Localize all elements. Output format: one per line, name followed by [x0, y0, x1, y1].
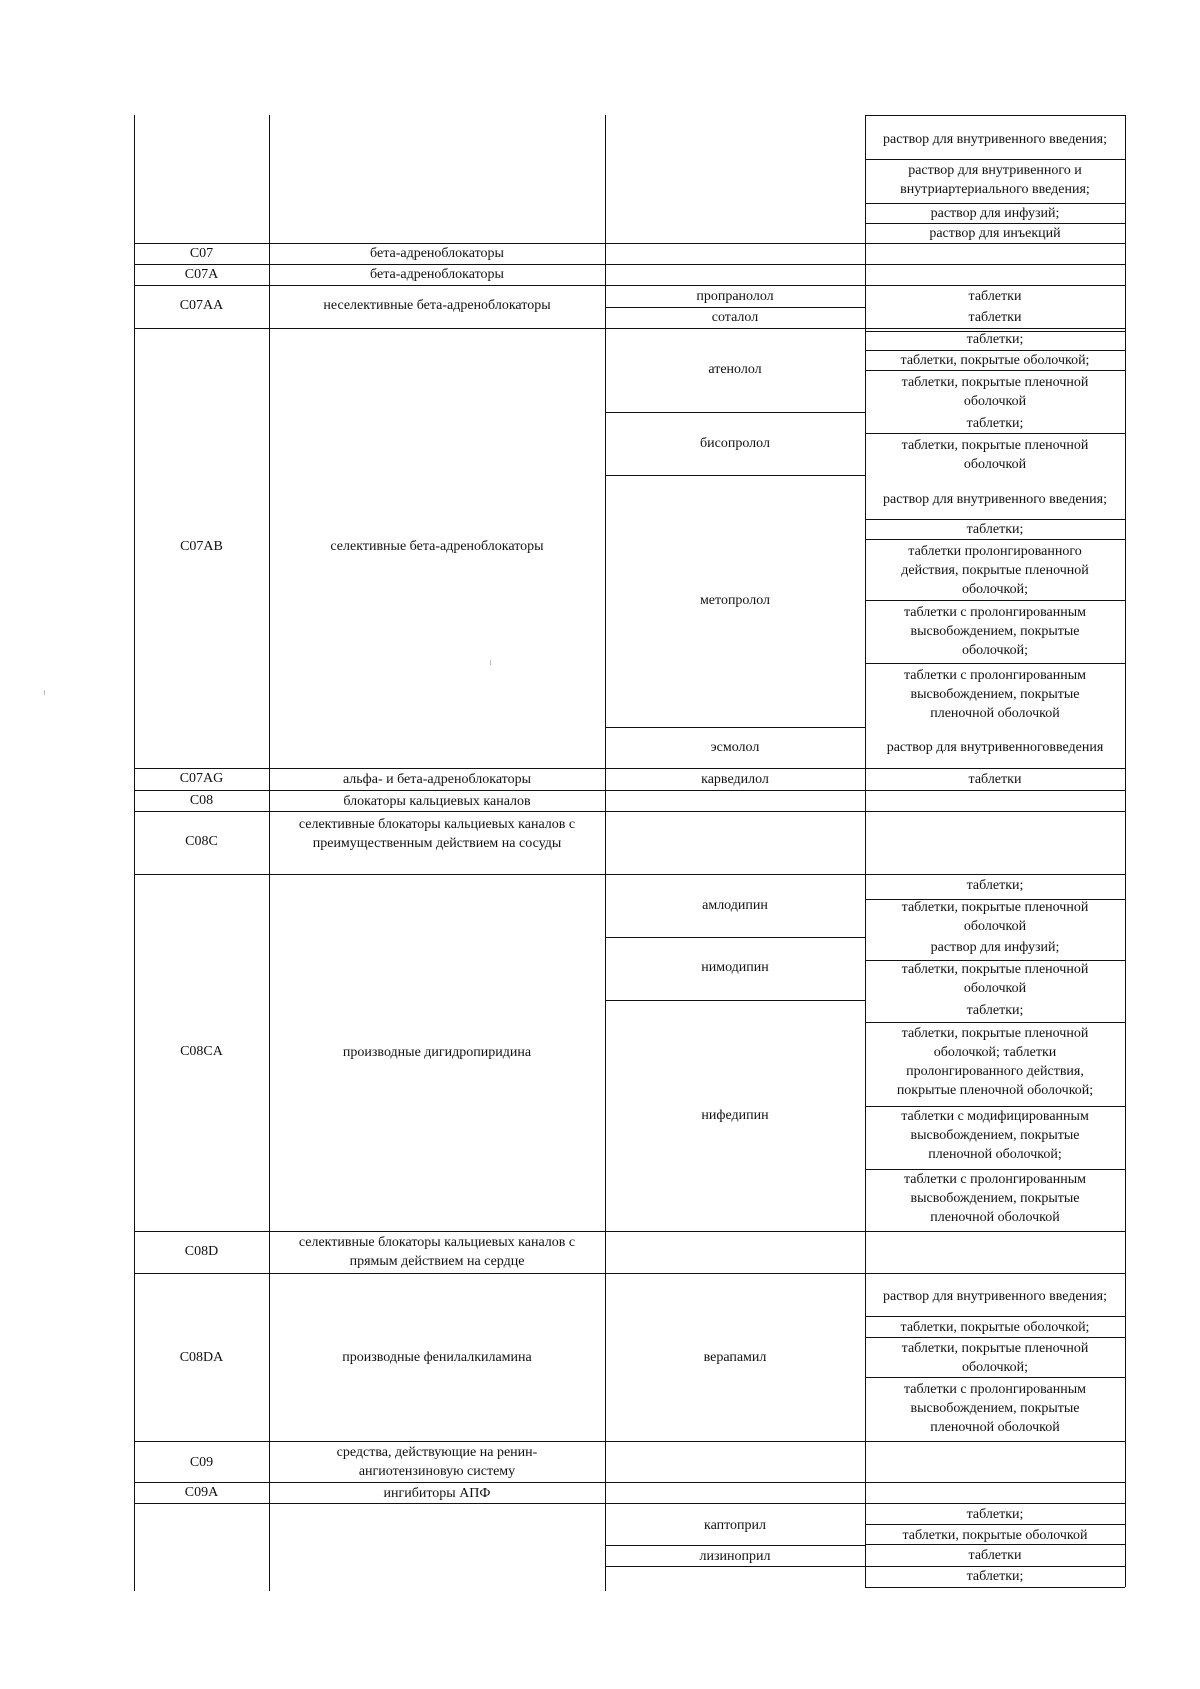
- form-rule: [865, 1524, 1125, 1525]
- drug-name: нимодипин: [701, 960, 769, 975]
- row-rule: [134, 811, 1125, 812]
- row-rule: [134, 1482, 1125, 1483]
- form-cell: таблетки;: [966, 1569, 1024, 1584]
- group-name: ингибиторы АПФ: [383, 1486, 491, 1501]
- drug-rule: [605, 475, 865, 476]
- group-name: средства, действующие на ренин-ангиотензиновую систему: [336, 1445, 538, 1479]
- atc-code: C08C: [185, 834, 218, 849]
- group-name: селективные бета-адреноблокаторы: [330, 539, 544, 554]
- row-rule: [134, 768, 1125, 769]
- drug-name: карведилол: [701, 772, 769, 787]
- group-name: производные фенилалкиламина: [342, 1350, 532, 1365]
- atc-code: C07AA: [179, 298, 224, 313]
- form-cell: таблетки;: [966, 878, 1024, 893]
- column-rule: [605, 115, 606, 1591]
- drug-rule: [605, 412, 865, 413]
- drug-name: соталол: [711, 310, 759, 325]
- group-name: блокаторы кальциевых каналов: [343, 794, 531, 809]
- atc-code: C08D: [184, 1244, 219, 1259]
- form-rule: [865, 433, 1125, 434]
- group-name: неселективные бета-адреноблокаторы: [323, 298, 551, 313]
- drug-name: бисопролол: [700, 436, 770, 451]
- form-cell: раствор для инъекций: [929, 226, 1061, 241]
- group-name: бета-адреноблокаторы: [370, 267, 504, 282]
- group-name: производные дигидропиридина: [342, 1045, 532, 1060]
- row-rule: [134, 1503, 1125, 1504]
- form-cell: таблетки пролонгированного действия, покрытые пленочной оболочкой;: [901, 544, 1089, 597]
- form-cell: таблетки, покрытые оболочкой: [902, 1528, 1088, 1543]
- form-rule: [865, 1022, 1125, 1023]
- drug-name: пропранолол: [696, 289, 774, 304]
- form-rule: [865, 1587, 1125, 1588]
- row-rule: [134, 874, 1125, 875]
- form-cell: таблетки;: [966, 1003, 1024, 1018]
- form-cell: таблетки, покрытые пленочной оболочкой;: [901, 1341, 1089, 1375]
- group-name: селективные блокаторы кальциевых каналов с прямым действием на сердце: [298, 1235, 576, 1269]
- form-cell: раствор для инфузий;: [930, 940, 1060, 955]
- form-rule: [865, 1316, 1125, 1317]
- drug-name: атенолол: [708, 362, 762, 377]
- row-rule: [134, 1231, 1125, 1232]
- form-rule: [865, 1377, 1125, 1378]
- form-cell: таблетки: [968, 289, 1022, 304]
- form-cell: раствор для внутривенного и внутриартериального введения;: [900, 163, 1090, 197]
- form-cell: таблетки с пролонгированным высвобождением, покрытые пленочной оболочкой: [903, 1382, 1086, 1435]
- drug-rule: [605, 1000, 865, 1001]
- form-rule: [865, 370, 1125, 371]
- group-name: селективные блокаторы кальциевых каналов с преимущественным действием на сосуды: [298, 817, 576, 851]
- drug-name: верапамил: [703, 1350, 767, 1365]
- form-cell: раствор для внутривенного введения;: [883, 132, 1107, 147]
- group-name: альфа- и бета-адреноблокаторы: [342, 772, 532, 787]
- form-rule: [865, 663, 1125, 664]
- drug-rule: [605, 1545, 865, 1546]
- form-cell: таблетки, покрытые пленочной оболочкой: [901, 438, 1089, 472]
- form-cell: таблетки;: [966, 416, 1024, 431]
- form-cell: таблетки, покрытые пленочной оболочкой: [901, 375, 1089, 409]
- form-cell: таблетки, покрытые оболочкой;: [900, 353, 1090, 368]
- drug-rule: [605, 727, 865, 728]
- atc-code: C07: [189, 246, 214, 261]
- atc-code: C09: [189, 1455, 214, 1470]
- atc-code: C07AG: [179, 771, 224, 786]
- form-cell: таблетки;: [966, 522, 1024, 537]
- drug-name: нифедипин: [701, 1108, 769, 1123]
- atc-code: C08: [189, 793, 214, 808]
- drug-rule: [605, 937, 865, 938]
- atc-code: C07A: [184, 267, 219, 282]
- form-rule: [865, 115, 1125, 116]
- row-rule: [134, 790, 1125, 791]
- form-cell: таблетки, покрытые пленочной оболочкой; таблетки пролонгированного действия, покрытые пленочной оболочкой;: [896, 1026, 1094, 1098]
- atc-code: C07AB: [180, 539, 223, 554]
- form-cell: таблетки: [968, 1548, 1022, 1563]
- form-cell: раствор для внутривенного введения;: [883, 492, 1107, 507]
- scan-mark: [44, 690, 45, 695]
- row-rule: [134, 1273, 1125, 1274]
- column-rule: [269, 115, 270, 1591]
- row-rule: [134, 1441, 1125, 1442]
- form-cell: таблетки, покрытые оболочкой;: [900, 1320, 1090, 1335]
- column-rule: [134, 115, 135, 1591]
- form-cell: таблетки: [968, 310, 1022, 325]
- form-rule: [865, 600, 1125, 601]
- column-rule: [1125, 115, 1126, 1587]
- form-cell: раствор для инфузий;: [930, 206, 1060, 221]
- drug-name: каптоприл: [703, 1518, 766, 1533]
- form-cell: раствор для внутривенноговведения: [886, 740, 1104, 755]
- atc-code: C09A: [184, 1485, 219, 1500]
- form-cell: таблетки с модифицированным высвобождением, покрытые пленочной оболочкой;: [901, 1109, 1089, 1162]
- atc-code: C08CA: [180, 1044, 223, 1059]
- form-cell: раствор для внутривенного введения;: [883, 1289, 1107, 1304]
- form-cell: таблетки;: [966, 1507, 1024, 1522]
- drug-name: лизиноприл: [699, 1549, 771, 1564]
- form-cell: таблетки с пролонгированным высвобождением, покрытые оболочкой;: [903, 605, 1086, 658]
- atc-code: C08DA: [179, 1350, 224, 1365]
- drug-name: метопролол: [699, 593, 771, 608]
- drug-name: амлодипин: [702, 898, 768, 913]
- form-cell: таблетки с пролонгированным высвобождением, покрытые пленочной оболочкой: [903, 668, 1086, 721]
- form-cell: таблетки с пролонгированным высвобождением, покрытые пленочной оболочкой: [903, 1172, 1086, 1225]
- form-rule: [865, 159, 1125, 160]
- group-name: бета-адреноблокаторы: [370, 246, 504, 261]
- drug-name: эсмолол: [710, 740, 760, 755]
- form-cell: таблетки, покрытые пленочной оболочкой: [901, 900, 1089, 934]
- form-cell: таблетки;: [966, 332, 1024, 347]
- form-cell: таблетки, покрытые пленочной оболочкой: [901, 962, 1089, 996]
- row-rule: [134, 328, 1125, 329]
- drug-rule: [605, 1566, 865, 1567]
- form-rule: [865, 539, 1125, 540]
- row-rule: [134, 285, 1125, 286]
- scan-mark: [490, 660, 491, 665]
- form-cell: таблетки: [968, 772, 1022, 787]
- form-rule: [865, 1337, 1125, 1338]
